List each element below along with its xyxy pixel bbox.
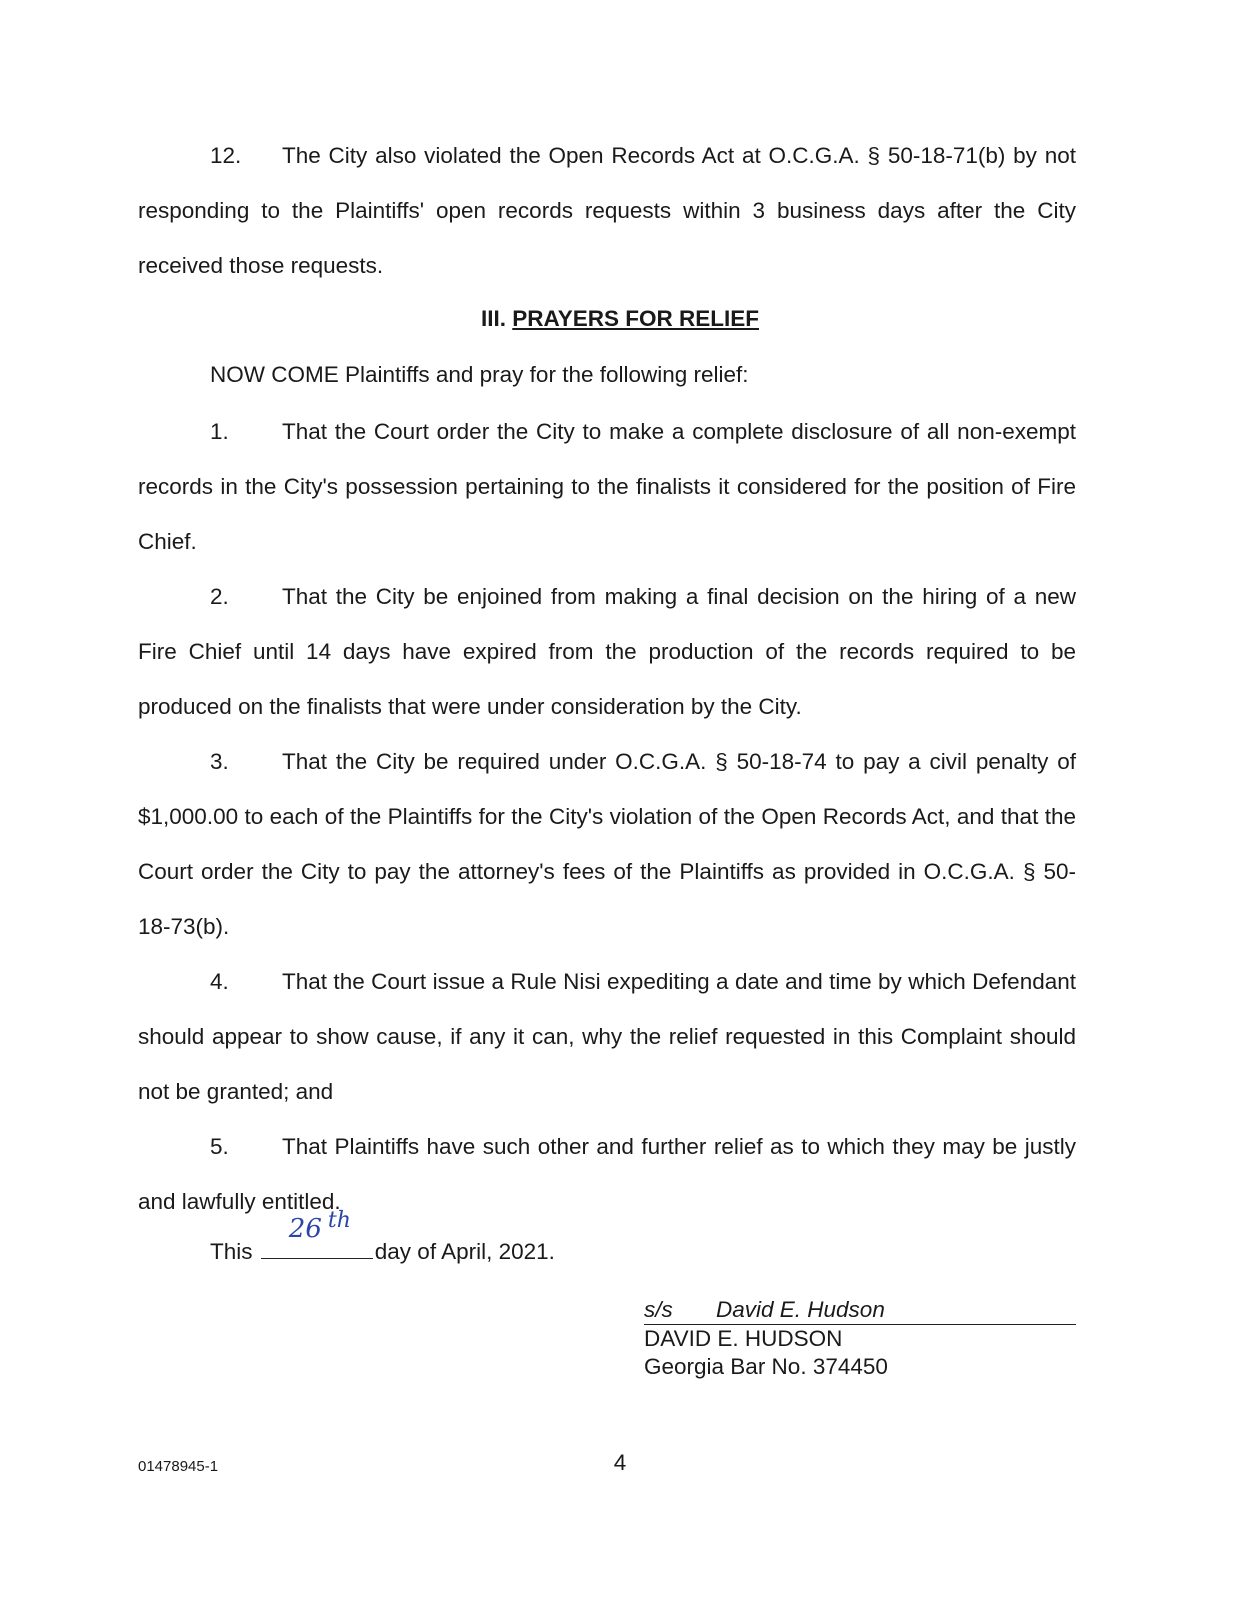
date-line	[210, 1208, 555, 1265]
prayer-text: That the Court order the City to make a complete disclosure of all non-exempt records in the City's possession pertaining to the finalists it considered for the position of Fire Chief.	[138, 419, 1076, 554]
prayer-text: That Plaintiffs have such other and further relief as to which they may be justly and lawfully entitled.	[138, 1134, 1076, 1214]
prayer-item	[138, 404, 1076, 569]
document-id: 01478945-1	[138, 1458, 219, 1475]
prayer-item	[138, 954, 1076, 1119]
prayer-text: That the City be enjoined from making a final decision on the hiring of a new Fire Chief until 14 days have expired from the production of the records required to be produced on the finalists that were under consideration by the City.	[138, 584, 1076, 719]
paragraph-number: 12.	[210, 143, 242, 168]
handwritten-day	[288, 1208, 351, 1244]
paragraph-text: The City also violated the Open Records Act at O.C.G.A. § 50-18-71(b) by not responding to the Plaintiffs' open records requests within 3 business days after the City received those requests.	[138, 143, 1076, 278]
signature-line	[644, 1296, 1076, 1325]
section-title: PRAYERS FOR RELIEF	[512, 306, 759, 331]
prayer-number: 1.	[210, 419, 229, 444]
attorney-name: DAVID E. HUDSON	[644, 1326, 843, 1351]
date-suffix: day of April, 2021.	[374, 1239, 555, 1264]
signed-name: David E. Hudson	[716, 1297, 885, 1322]
prayer-item	[138, 1119, 1076, 1229]
prayer-number: 3.	[210, 749, 229, 774]
prayer-item	[138, 569, 1076, 734]
prayer-number: 4.	[210, 969, 229, 994]
bar-number: Georgia Bar No. 374450	[644, 1354, 888, 1379]
prayer-number: 5.	[210, 1134, 229, 1159]
date-blank	[261, 1208, 373, 1259]
signature-block	[644, 1296, 1076, 1381]
section-numeral: III.	[481, 306, 507, 331]
prayer-number: 2.	[210, 584, 229, 609]
handwritten-day-number: 26	[288, 1214, 322, 1244]
section-heading	[0, 306, 1240, 332]
prayer-list	[138, 404, 1076, 1229]
prayer-item	[138, 734, 1076, 954]
intro-line: NOW COME Plaintiffs and pray for the following relief:	[210, 362, 749, 387]
prayer-text: That the Court issue a Rule Nisi expediting a date and time by which Defendant should appear to show cause, if any it can, why the relief requested in this Complaint should not be granted; and	[138, 969, 1076, 1104]
paragraph-12	[138, 128, 1076, 293]
page-number: 4	[613, 1450, 627, 1475]
date-prefix: This	[210, 1239, 253, 1264]
signature-prefix: s/s	[644, 1297, 673, 1322]
prayer-text: That the City be required under O.C.G.A. § 50-18-74 to pay a civil penalty of $1,000.00 to each of the Plaintiffs for the City's violation of the Open Records Act, and that the Court order the City to pay the attorney's fees of the Plaintiffs as provided in O.C.G.A. § 50-18-73(b).	[138, 749, 1076, 939]
handwritten-day-suffix: th	[327, 1208, 351, 1233]
